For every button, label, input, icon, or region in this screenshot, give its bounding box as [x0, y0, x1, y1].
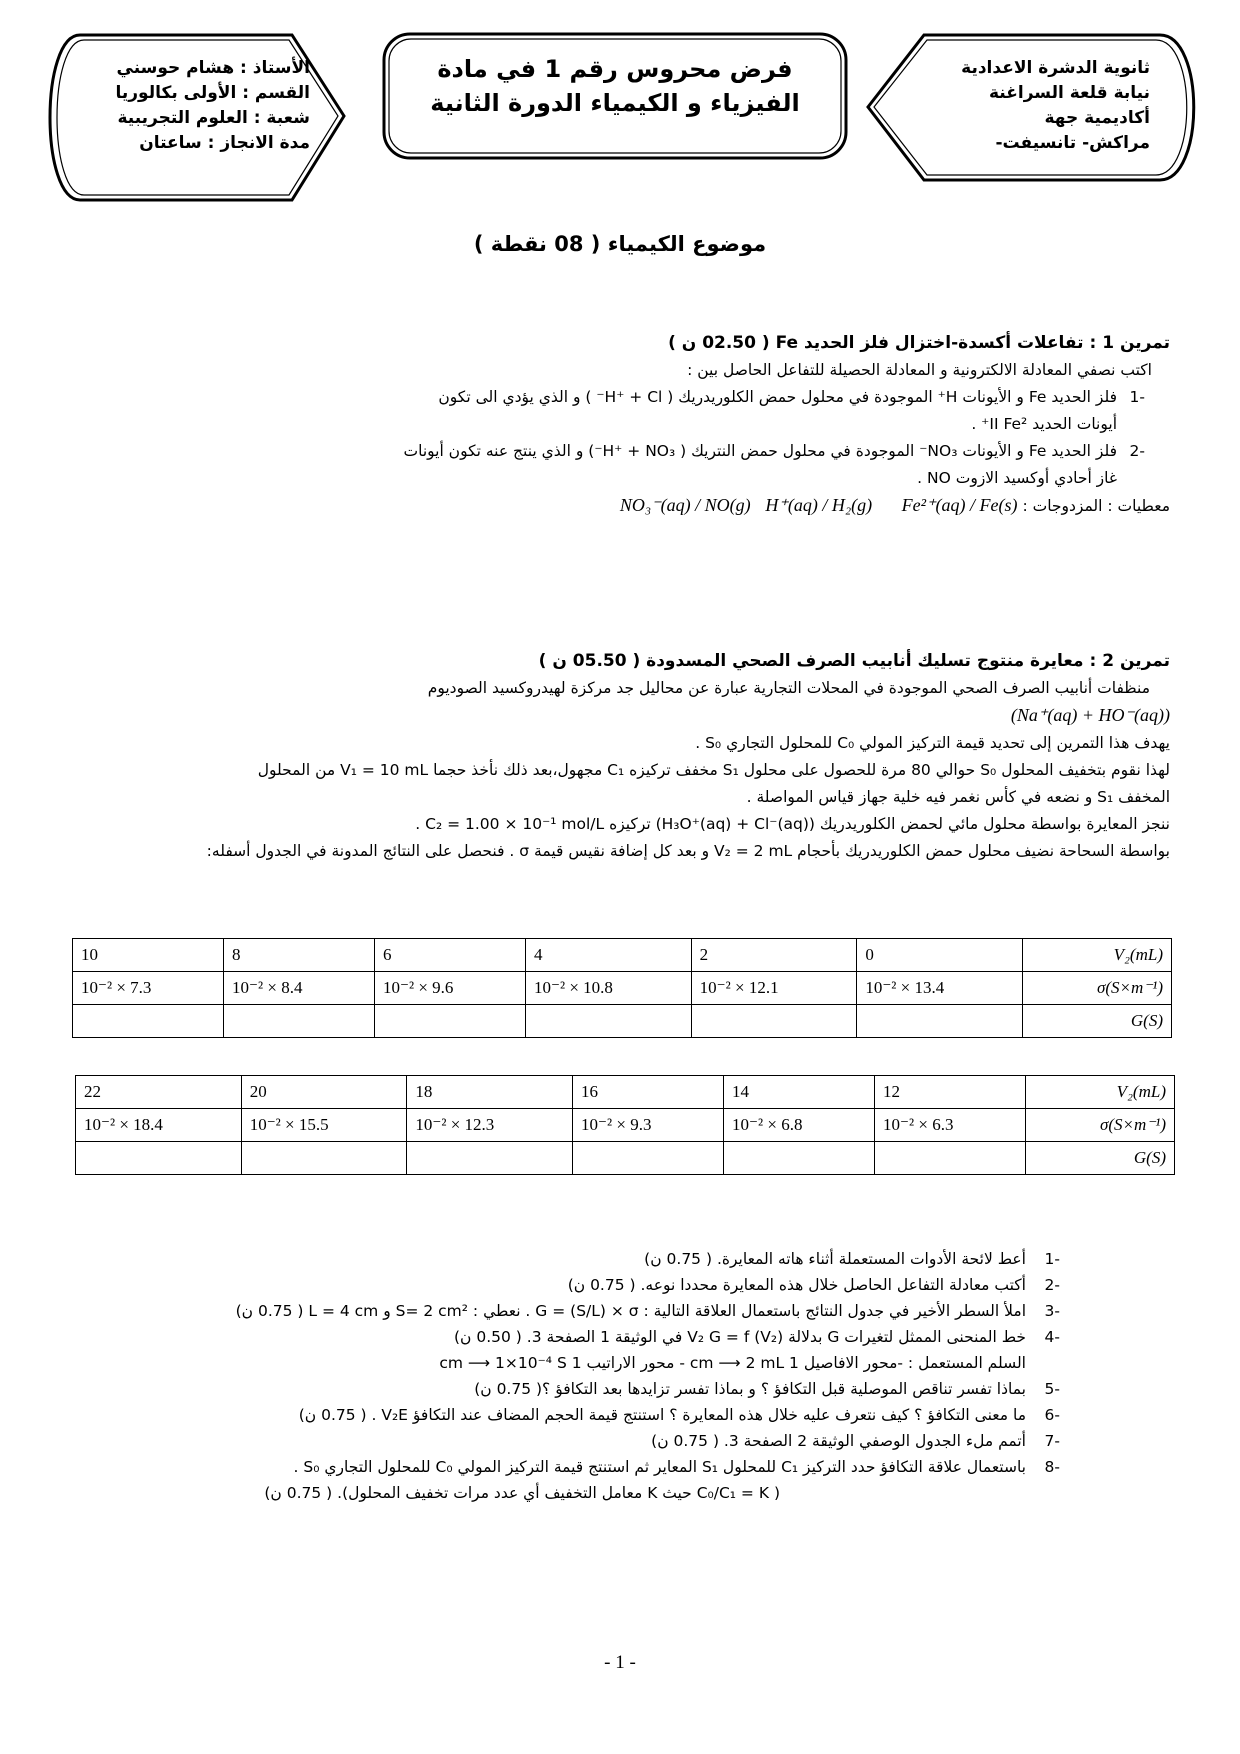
table-cell: 15.5 × 10⁻² [241, 1109, 407, 1142]
table-cell: 6 [375, 939, 526, 972]
empty-cell[interactable] [407, 1142, 573, 1175]
row-label: V₂(mL) [1026, 1076, 1175, 1109]
row-label: G(S) [1026, 1142, 1175, 1175]
given-label: معطيات : المزدوجات : [1022, 497, 1170, 515]
results-table-2 [75, 1075, 1175, 1175]
exam-title [385, 52, 845, 120]
question-text: ما معنى التكافؤ ؟ كيف نتعرف عليه خلال هذه المعايرة ؟ استنتج قيمة الحجم المضاف عند التكافؤ V₂E . ( 0.75 ن) [298, 1406, 1026, 1424]
table-cell: 7.3 × 10⁻² [73, 972, 224, 1005]
question-text: أتمم ملء الجدول الوصفي الوثيقة 2 الصفحة 3. ( 0.75 ن) [651, 1432, 1026, 1450]
directorate: نيابة قلعة السراغنة [989, 83, 1150, 103]
question [100, 1324, 1060, 1350]
question [100, 1428, 1060, 1454]
question [100, 1454, 1060, 1480]
table-row-v2 [73, 939, 1172, 972]
question-number: -2 [1044, 1276, 1060, 1294]
academy: أكاديمية جهة [1044, 108, 1150, 128]
table-cell: 16 [573, 1076, 724, 1109]
question-number: -6 [1044, 1406, 1060, 1424]
exercise-1-title: تمرين 1 : تفاعلات أكسدة-اختزال فلز الحديد Fe ( 02.50 ن ) [668, 333, 1170, 353]
question [100, 1272, 1060, 1298]
question [100, 1480, 1060, 1506]
table-cell: 6.8 × 10⁻² [724, 1109, 875, 1142]
empty-cell[interactable] [76, 1142, 242, 1175]
question [100, 1298, 1060, 1324]
question-text: أكتب معادلة التفاعل الحاصل خلال هذه المعايرة محددا نوعه. ( 0.75 ن) [567, 1276, 1026, 1294]
couple-fe: Fe²⁺(aq) / Fe(s) [901, 495, 1018, 515]
empty-cell[interactable] [691, 1005, 857, 1038]
scale-text: السلم المستعمل : -محور الافاصيل 1 cm ⟶ 2 mL - محور الاراتيب 1 cm ⟶ 1×10⁻⁴ S [439, 1354, 1026, 1372]
empty-cell[interactable] [375, 1005, 526, 1038]
empty-cell[interactable] [73, 1005, 224, 1038]
item-line: فلز الحديد Fe و الأيونات NO₃⁻ الموجودة في محلول حمض النتريك ( H⁺ + NO₃⁻) و الذي ينتج عنه تكون أيونات [403, 442, 1117, 460]
question-text: باستعمال علاقة التكافؤ حدد التركيز C₁ للمحلول S₁ المعاير ثم استنتج قيمة التركيز المولي C₀ للمحلول التجاري S₀ . [293, 1458, 1026, 1476]
region: مراكش- تانسيفت- [995, 133, 1150, 153]
question [100, 1402, 1060, 1428]
paragraph: منظفات أنابيب الصرف الصحي الموجودة في المحلات التجارية عبارة عن محاليل جد مركزة لهيدروكسيد الصوديوم [427, 679, 1150, 697]
exercise-1-item [60, 438, 1145, 492]
row-label: G(S) [1023, 1005, 1172, 1038]
page-number: - 1 - [604, 1652, 636, 1673]
empty-cell[interactable] [525, 1005, 691, 1038]
table-row-sigma [76, 1109, 1175, 1142]
question-number: -7 [1044, 1432, 1060, 1450]
given-couples [60, 492, 1170, 520]
paragraph: يهدف هذا التمرين إلى تحديد قيمة التركيز المولي C₀ للمحلول التجاري S₀ . [695, 734, 1170, 752]
question-number: -4 [1044, 1328, 1060, 1346]
formula-naoh: (Na⁺(aq) + HO⁻(aq)) [1010, 705, 1170, 725]
exercise-2 [60, 648, 1170, 865]
results-table-1 [72, 938, 1172, 1038]
exam-title-line-2: الفيزياء و الكيمياء الدورة الثانية [430, 89, 800, 117]
paragraph: ننجز المعايرة بواسطة محلول مائي لحمض الكلوريدريك (H₃O⁺(aq) + Cl⁻(aq)) تركيزه C₂ = 1.00 × 10⁻¹ mol/L . [415, 815, 1170, 833]
empty-cell[interactable] [857, 1005, 1023, 1038]
table-cell: 13.4 × 10⁻² [857, 972, 1023, 1005]
table-cell: 10 [73, 939, 224, 972]
question-number: -8 [1044, 1458, 1060, 1476]
teacher-info [115, 56, 310, 156]
item-line: فلز الحديد Fe و الأيونات H⁺ الموجودة في محلول حمض الكلوريدريك ( H⁺ + Cl⁻ ) و الذي يؤدي الى تكون [438, 388, 1117, 406]
exercise-2-title: تمرين 2 : معايرة منتوج تسليك أنابيب الصرف الصحي المسدودة ( 05.50 ن ) [538, 651, 1170, 671]
table-cell: 0 [857, 939, 1023, 972]
teacher-name: الأستاذ : هشام حوسني [116, 58, 310, 78]
table-cell: 4 [525, 939, 691, 972]
dilution-note: ( C₀/C₁ = K حيث K معامل التخفيف أي عدد مرات تخفيف المحلول). ( 0.75 ن) [264, 1484, 780, 1502]
class-level: القسم : الأولى بكالوريا [115, 83, 310, 103]
question-text: بماذا تفسر تناقص الموصلية قبل التكافؤ ؟ و بماذا تفسر تزايدها بعد التكافؤ ؟( 0.75 ن) [474, 1380, 1026, 1398]
paragraph: بواسطة السحاحة نضيف محلول حمض الكلوريدريك بأحجام V₂ = 2 mL و بعد كل إضافة نقيس قيمة σ . فنحصل على النتائج المدونة في الجدول أسفله: [206, 842, 1170, 860]
couple-no3: NO₃⁻(aq) / NO(g) [619, 495, 751, 515]
table-cell: 9.3 × 10⁻² [573, 1109, 724, 1142]
question-text: أعط لائحة الأدوات المستعملة أثناء هاته المعايرة. ( 0.75 ن) [644, 1250, 1026, 1268]
question [100, 1376, 1060, 1402]
question-number: -1 [1044, 1250, 1060, 1268]
exercise-1-item [60, 384, 1145, 438]
table-row-v2 [76, 1076, 1175, 1109]
table-cell: 18.4 × 10⁻² [76, 1109, 242, 1142]
row-label: V₂(mL) [1023, 939, 1172, 972]
exercise-1-intro: اكتب نصفي المعادلة الالكترونية و المعادلة الحصيلة للتفاعل الحاصل بين : [687, 361, 1152, 379]
questions-list [100, 1246, 1060, 1506]
question-number: -5 [1044, 1380, 1060, 1398]
couple-h: H⁺(aq) / H₂(g) [765, 495, 873, 515]
table-cell: 6.3 × 10⁻² [875, 1109, 1026, 1142]
exam-title-line-1: فرض محروس رقم 1 في مادة [437, 55, 793, 83]
empty-cell[interactable] [573, 1142, 724, 1175]
duration: مدة الانجاز : ساعتان [139, 133, 310, 153]
question-text: املأ السطر الأخير في جدول النتائج باستعمال العلاقة التالية : G = (S/L) × σ . نعطي : S= 2 cm² و L = 4 cm ( 0.75 ن) [235, 1302, 1026, 1320]
table-cell: 9.6 × 10⁻² [375, 972, 526, 1005]
school-name: ثانوية الدشرة الاعدادية [961, 58, 1150, 78]
item-number: -2 [1129, 442, 1145, 460]
table-cell: 2 [691, 939, 857, 972]
question-text: خط المنحنى الممثل لتغيرات G بدلالة V₂ ‎G = f (V₂) في الوثيقة 1 الصفحة 3. ( 0.50 ن) [454, 1328, 1026, 1346]
empty-cell[interactable] [241, 1142, 407, 1175]
paragraph: لهذا نقوم بتخفيف المحلول S₀ حوالي 80 مرة للحصول على محلول S₁ مخفف تركيزه C₁ مجهول،بعد ذلك نأخذ حجما V₁ = 10 mL من المحلول [257, 761, 1170, 779]
empty-cell[interactable] [724, 1142, 875, 1175]
empty-cell[interactable] [875, 1142, 1026, 1175]
paragraph: المخفف S₁ و نضعه في كأس نغمر فيه خلية جهاز قياس المواصلة . [746, 788, 1170, 806]
row-label: σ(S×m⁻¹) [1026, 1109, 1175, 1142]
table-cell: 10.8 × 10⁻² [525, 972, 691, 1005]
school-info [961, 56, 1150, 156]
table-row-g [76, 1142, 1175, 1175]
exercise-1 [60, 330, 1170, 520]
table-row-g [73, 1005, 1172, 1038]
question [100, 1350, 1060, 1376]
row-label: σ(S×m⁻¹) [1023, 972, 1172, 1005]
empty-cell[interactable] [224, 1005, 375, 1038]
stream: شعبة : العلوم التجريبية [117, 108, 310, 128]
table-cell: 14 [724, 1076, 875, 1109]
table-cell: 8.4 × 10⁻² [224, 972, 375, 1005]
table-cell: 20 [241, 1076, 407, 1109]
item-line: أيونات الحديد II ‎Fe²⁺ . [971, 415, 1117, 433]
table-cell: 8 [224, 939, 375, 972]
item-number: -1 [1129, 388, 1145, 406]
table-cell: 18 [407, 1076, 573, 1109]
question [100, 1246, 1060, 1272]
question-number: -3 [1044, 1302, 1060, 1320]
table-cell: 12.3 × 10⁻² [407, 1109, 573, 1142]
table-row-sigma [73, 972, 1172, 1005]
subject-title: موضوع الكيمياء ( 08 نقطة ) [473, 232, 767, 256]
item-line: غاز أحادي أوكسيد الازوت NO . [917, 469, 1117, 487]
table-cell: 12.1 × 10⁻² [691, 972, 857, 1005]
table-cell: 12 [875, 1076, 1026, 1109]
table-cell: 22 [76, 1076, 242, 1109]
